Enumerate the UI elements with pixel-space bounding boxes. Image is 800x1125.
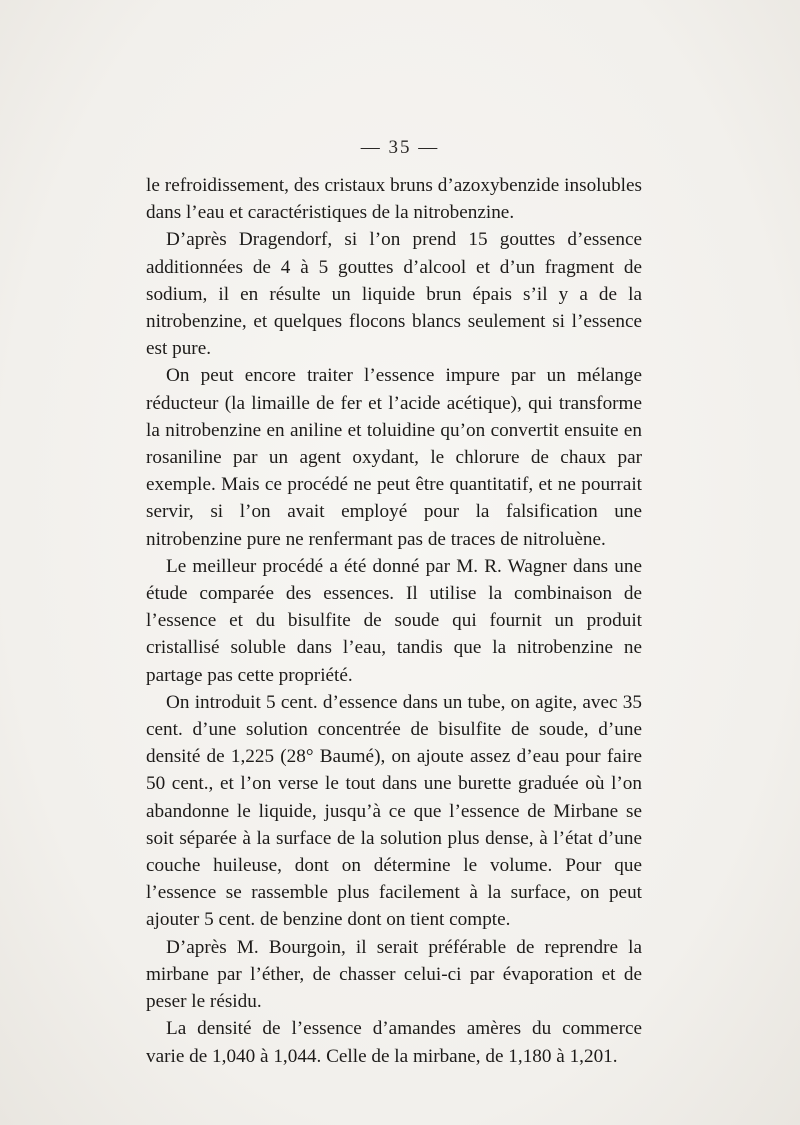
paragraph-reduction: On peut encore traiter l’essence impure par un mélange réducteur (la limaille de fer et l’acide acétique), qui transforme la nitrobenzine en aniline et toluidine qu’on convertit ensuite en rosaniline par un agent oxydant, le chlorure de chaux par exemple. Mais ce procédé ne peut être quantitatif, et ne pourrait servir, si l’on avait employé pour la falsification une nitrobenzine pure ne renfermant pas de traces de nitroluène. xyxy=(146,365,642,550)
paragraph-dragendorf: D’après Dragendorf, si l’on prend 15 gouttes d’essence additionnées de 4 à 5 gouttes d’alcool et d’un fragment de sodium, il en résulte un liquide brun épais s’il y a de la nitrobenzine, et quelques flocons blancs seulement si l’essence est pure. xyxy=(146,229,642,360)
page-number: — 35 — xyxy=(360,137,440,158)
paragraph-wagner: Le meilleur procédé a été donné par M. R. Wagner dans une étude comparée des essences. Il utilise la combinaison de l’essence et du bisulfite de soude qui fournit un produit cristallisé soluble dans l’eau, tandis que la nitrobenzine ne partage pas cette propriété. xyxy=(146,555,642,686)
paragraph-density: La densité de l’essence d’amandes amères du commerce varie de 1,040 à 1,044. Celle de la mirbane, de 1,180 à 1,201. xyxy=(146,1018,642,1067)
paragraph-continuation: le refroidissement, des cristaux bruns d’azoxybenzide insolubles dans l’eau et caractéristiques de la nitrobenzine. xyxy=(146,175,642,224)
body-text xyxy=(146,172,642,1070)
paragraph-bourgoin: D’après M. Bourgoin, il serait préférable de reprendre la mirbane par l’éther, de chasser celui-ci par évaporation et de peser le résidu. xyxy=(146,936,642,1013)
paragraph-procedure: On introduit 5 cent. d’essence dans un tube, on agite, avec 35 cent. d’une solution concentrée de bisulfite de soude, d’une densité de 1,225 (28° Baumé), on ajoute assez d’eau pour faire 50 cent., et l’on verse le tout dans une burette graduée où l’on abandonne le liquide, jusqu’à ce que l’essence de Mirbane se soit séparée à la surface de la solution plus dense, à l’état d’une couche huileuse, dont on détermine le volume. Pour que l’essence se rassemble plus facilement à la surface, on peut ajouter 5 cent. de benzine dont on tient compte. xyxy=(146,691,642,931)
